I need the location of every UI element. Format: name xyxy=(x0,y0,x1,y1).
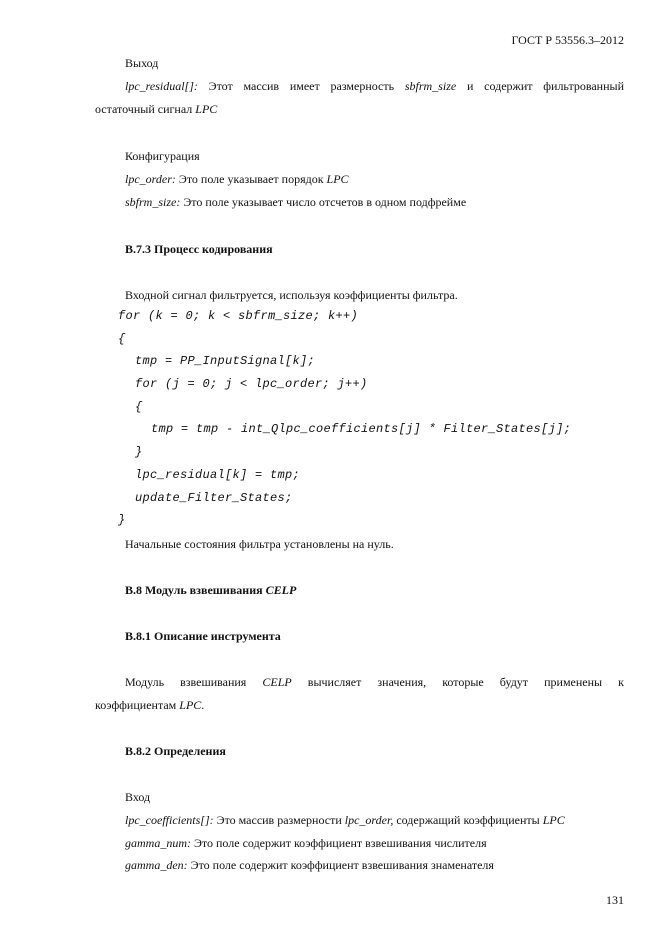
text: Это поле указывает порядок xyxy=(175,172,327,186)
term: CELP xyxy=(262,675,292,689)
gamma-den-desc xyxy=(125,858,494,873)
text: Этот массив имеет размерность xyxy=(197,79,405,93)
filter-intro: Входной сигнал фильтруется, используя коэффициенты фильтра. xyxy=(125,288,458,302)
heading-b82: B.8.2 Определения xyxy=(125,744,226,758)
term: CELP xyxy=(265,583,297,597)
heading-b81: B.8.1 Описание инструмента xyxy=(125,629,281,643)
code-line: for (j = 0; j < lpc_order; j++) xyxy=(135,377,368,391)
lpc-order-desc xyxy=(125,172,349,187)
term: gamma_num: xyxy=(125,836,191,850)
page-number: 131 xyxy=(606,893,624,907)
code-line: tmp = PP_InputSignal[k]; xyxy=(135,354,316,368)
input-title: Вход xyxy=(125,790,151,804)
lpc-residual-desc xyxy=(125,79,624,94)
lpc-coefficients-desc xyxy=(125,813,565,828)
b81-desc xyxy=(125,675,624,690)
text: вычисляет значения, которые будут применены к xyxy=(291,675,624,689)
text: B.8 Модуль взвешивания xyxy=(125,583,266,597)
text: содержащий коэффициенты xyxy=(393,813,543,827)
text: . xyxy=(201,698,205,712)
document-code: ГОСТ Р 53556.3–2012 xyxy=(511,33,624,47)
term: LPC xyxy=(326,172,349,186)
code-line: } xyxy=(135,445,143,459)
term: lpc_order, xyxy=(344,813,394,827)
sbfrm-size-desc xyxy=(125,195,466,210)
text: Это поле указывает число отсчетов в одном подфрейме xyxy=(180,195,467,209)
b81-desc-line2 xyxy=(95,698,204,713)
term: sbfrm_size: xyxy=(125,195,181,209)
text: и содержит фильтрованный xyxy=(456,79,624,93)
text: Это поле содержит коэффициент взвешивания числителя xyxy=(191,836,487,850)
text: Модуль взвешивания xyxy=(125,675,263,689)
term: sbfrm_size xyxy=(404,79,457,93)
code-line: tmp = tmp - int_Qlpc_coefficients[j] * Filter_States[j]; xyxy=(151,422,572,436)
lpc-residual-desc-line2 xyxy=(95,102,217,117)
heading-b8 xyxy=(125,583,296,598)
text: коэффициентам xyxy=(95,698,180,712)
text: Это массив размерности xyxy=(213,813,345,827)
code-line: for (k = 0; k < sbfrm_size; k++) xyxy=(118,309,359,323)
term: LPC xyxy=(179,698,202,712)
code-line: { xyxy=(135,400,143,414)
term: lpc_residual[]: xyxy=(125,79,198,93)
gamma-num-desc xyxy=(125,836,487,851)
code-line: } xyxy=(118,513,126,527)
term: gamma_den: xyxy=(125,858,188,872)
heading-b73: B.7.3 Процесс кодирования xyxy=(125,242,273,256)
code-line: lpc_residual[k] = tmp; xyxy=(135,468,301,482)
filter-outro: Начальные состояния фильтра установлены на нуль. xyxy=(125,537,394,551)
output-title: Выход xyxy=(125,56,159,70)
term: LPC xyxy=(195,102,218,116)
config-title: Конфигурация xyxy=(125,149,200,163)
term: lpc_order: xyxy=(125,172,176,186)
text: остаточный сигнал xyxy=(95,102,196,116)
code-line: { xyxy=(118,332,126,346)
code-line: update_Filter_States; xyxy=(135,491,293,505)
term: lpc_coefficients[]: xyxy=(125,813,214,827)
text: Это поле содержит коэффициент взвешивания знаменателя xyxy=(187,858,494,872)
term: LPC xyxy=(542,813,565,827)
